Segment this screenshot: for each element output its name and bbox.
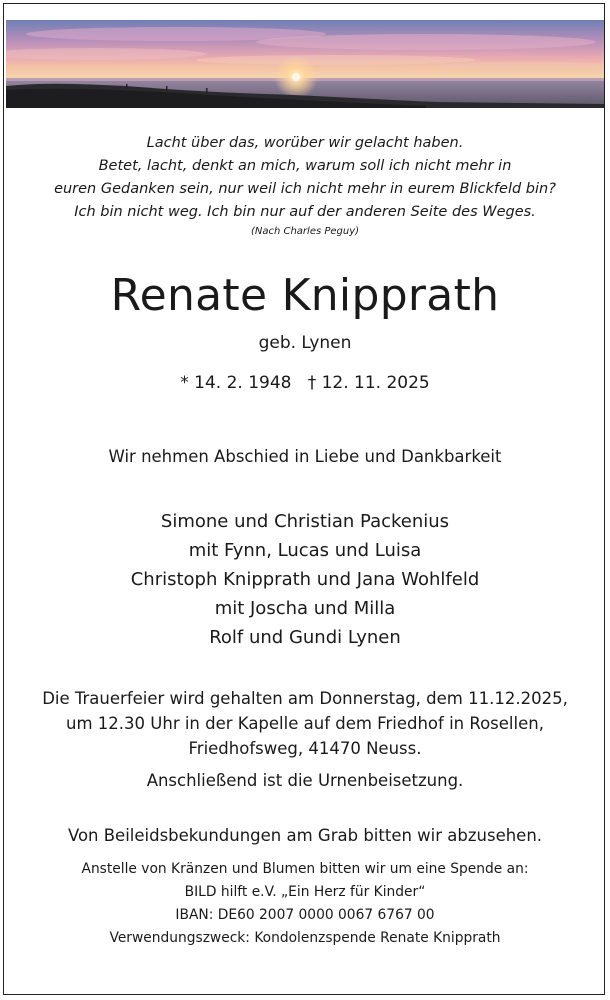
mourner-line: Christoph Knipprath und Jana Wohlfeld bbox=[130, 569, 480, 590]
service-line: Friedhofsweg, 41470 Neuss. bbox=[188, 739, 422, 758]
quote-attribution: (Nach Charles Peguy) bbox=[250, 226, 360, 237]
donation-purpose: Verwendungszweck: Kondolenzspende Renate Knipprath bbox=[109, 930, 501, 946]
deceased-name: Renate Knipprath bbox=[110, 270, 500, 321]
mourner-line: mit Joscha und Milla bbox=[214, 598, 396, 619]
urn-burial-note: Anschließend ist die Urnenbeisetzung. bbox=[146, 771, 464, 790]
condolence-note: Von Beileidsbekundungen am Grab bitten wir abzusehen. bbox=[67, 826, 543, 845]
quote-line: euren Gedanken sein, nur weil ich nicht mehr in eurem Blickfeld bin? bbox=[54, 181, 556, 197]
donation-iban: IBAN: DE60 2007 0000 0067 6767 00 bbox=[175, 907, 435, 923]
quote-line: Betet, lacht, denkt an mich, warum soll ich nicht mehr in bbox=[98, 158, 512, 174]
farewell-line: Wir nehmen Abschied in Liebe und Dankbarkeit bbox=[108, 447, 502, 466]
quote-line: Ich bin nicht weg. Ich bin nur auf der anderen Seite des Weges. bbox=[74, 204, 536, 220]
memorial-quote bbox=[0, 132, 610, 224]
sunset-banner-image bbox=[6, 20, 604, 108]
life-dates-text: * 14. 2. 1948 † 12. 11. 2025 bbox=[180, 373, 430, 393]
donation-line: Anstelle von Kränzen und Blumen bitten wir um eine Spende an: bbox=[81, 861, 529, 877]
funeral-service-info bbox=[0, 686, 610, 761]
service-line: Die Trauerfeier wird gehalten am Donnerstag, dem 11.12.2025, bbox=[42, 689, 568, 708]
donation-request bbox=[0, 858, 610, 950]
donation-line: BILD hilft e.V. „Ein Herz für Kinder“ bbox=[184, 884, 426, 900]
service-line: um 12.30 Uhr in der Kapelle auf dem Friedhof in Rosellen, bbox=[66, 714, 544, 733]
birth-name: geb. Lynen bbox=[258, 333, 352, 353]
mourner-line: mit Fynn, Lucas und Luisa bbox=[188, 540, 422, 561]
mourners-list bbox=[0, 507, 610, 652]
quote-line: Lacht über das, worüber wir gelacht haben. bbox=[146, 135, 464, 151]
life-dates bbox=[0, 373, 610, 393]
mourner-line: Rolf und Gundi Lynen bbox=[209, 627, 401, 648]
mourner-line: Simone und Christian Packenius bbox=[160, 511, 450, 532]
